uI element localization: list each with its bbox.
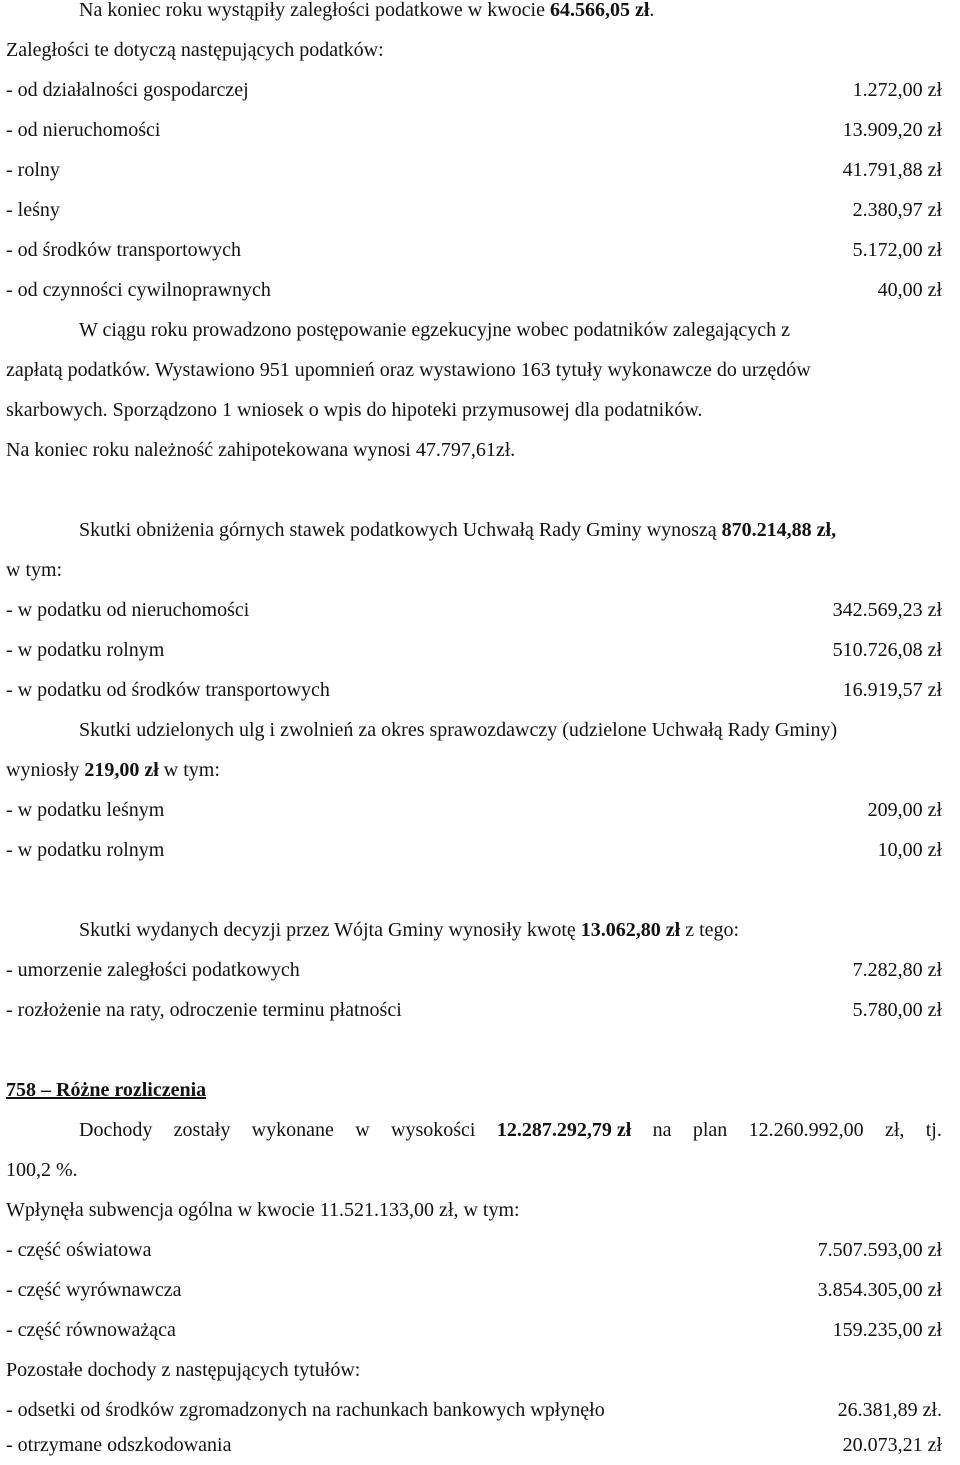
income-plan-amount: 12.260.992,00 [748, 1119, 864, 1141]
subsidy-intro: Wpłynęła subwencja ogólna w kwocie 11.521.133,00 zł, w tym: [6, 1199, 520, 1221]
item-label: - umorzenie zaległości podatkowych [6, 959, 300, 981]
item-amount: 5.172,00 zł [852, 239, 942, 261]
income-word: zł, [884, 1119, 905, 1141]
decisions-intro [6, 910, 942, 950]
list-item [6, 150, 942, 190]
item-label: - w podatku leśnym [6, 799, 165, 821]
rate-reduction-intro [6, 510, 942, 550]
item-amount: 26.381,89 zł. [837, 1399, 942, 1421]
w-tym-label: w tym: [6, 559, 63, 581]
arrears-total-amount: 64.566,05 zł [549, 0, 650, 21]
list-item [6, 790, 942, 830]
section-758-heading: 758 – Różne rozliczenia [6, 1079, 207, 1101]
list-item [6, 190, 942, 230]
item-label: - w podatku od środków transportowych [6, 679, 330, 701]
enforcement-paragraph-line: Na koniec roku należność zahipotekowana wynosi 47.797,61zł. [6, 439, 516, 461]
list-item [6, 270, 942, 310]
list-item [6, 1270, 942, 1310]
list-item [6, 70, 942, 110]
item-label: - od nieruchomości [6, 119, 161, 141]
item-amount: 13.909,20 zł [842, 119, 942, 141]
income-word: wykonane [251, 1119, 334, 1141]
item-amount: 342.569,23 zł [832, 599, 942, 621]
decisions-text: Skutki wydanych decyzji przez Wójta Gminy wynosiły kwotę [79, 919, 581, 941]
income-word: tj. [925, 1119, 942, 1141]
list-item [6, 1425, 942, 1465]
item-label: - w podatku rolnym [6, 839, 165, 861]
item-label: - od środków transportowych [6, 239, 241, 261]
rate-reduction-amount: 870.214,88 zł, [721, 519, 837, 541]
item-amount: 7.282,80 zł [852, 959, 942, 981]
item-amount: 510.726,08 zł [832, 639, 942, 661]
reliefs-total-text: wyniosły [6, 759, 85, 781]
arrears-intro-text: Na koniec roku wystąpiły zaległości podatkowe w kwocie [79, 0, 550, 21]
item-label: - część wyrównawcza [6, 1279, 182, 1301]
income-word: na [652, 1119, 672, 1141]
item-amount: 20.073,21 zł [842, 1434, 942, 1456]
arrears-sub-intro: Zaległości te dotyczą następujących podatków: [6, 39, 384, 61]
item-label: - część oświatowa [6, 1239, 152, 1261]
list-item [6, 110, 942, 150]
income-word: plan [692, 1119, 728, 1141]
item-label: - w podatku od nieruchomości [6, 599, 250, 621]
item-amount: 159.235,00 zł [832, 1319, 942, 1341]
list-item [6, 630, 942, 670]
item-amount: 209,00 zł [867, 799, 942, 821]
item-label: - od czynności cywilnoprawnych [6, 279, 271, 301]
income-amount: 12.287.292,79 zł [496, 1119, 632, 1141]
item-amount: 3.854.305,00 zł [817, 1279, 942, 1301]
income-word: zostały [173, 1119, 231, 1141]
item-label: - od działalności gospodarczej [6, 79, 249, 101]
item-amount: 10,00 zł [877, 839, 942, 861]
other-income-intro: Pozostałe dochody z następujących tytułów: [6, 1359, 361, 1381]
income-percent: 100,2 %. [6, 1159, 78, 1181]
income-word: Dochody [79, 1119, 153, 1141]
list-item [6, 230, 942, 270]
item-label: - leśny [6, 199, 60, 221]
reliefs-total-end: w tym: [158, 759, 220, 781]
item-label: - odsetki od środków zgromadzonych na rachunkach bankowych wpłynęło [6, 1399, 605, 1421]
list-item [6, 1230, 942, 1270]
list-item [6, 950, 942, 990]
item-label: - rolny [6, 159, 60, 181]
list-item [6, 1390, 942, 1430]
list-item [6, 670, 942, 710]
decisions-end: z tego: [680, 919, 740, 941]
item-amount: 1.272,00 zł [852, 79, 942, 101]
item-amount: 7.507.593,00 zł [817, 1239, 942, 1261]
item-label: - rozłożenie na raty, odroczenie terminu płatności [6, 999, 402, 1021]
enforcement-paragraph-line: W ciągu roku prowadzono postępowanie egzekucyjne wobec podatników zalegających z [79, 319, 791, 341]
item-amount: 5.780,00 zł [852, 999, 942, 1021]
item-label: - część równoważąca [6, 1319, 176, 1341]
item-amount: 40,00 zł [877, 279, 942, 301]
decisions-amount: 13.062,80 zł [580, 919, 681, 941]
list-item [6, 1310, 942, 1350]
item-amount: 41.791,88 zł [842, 159, 942, 181]
income-line [6, 1110, 942, 1150]
list-item [6, 990, 942, 1030]
reliefs-total-amount: 219,00 zł [84, 759, 159, 781]
enforcement-paragraph-line: zapłatą podatków. Wystawiono 951 upomnień oraz wystawiono 163 tytuły wykonawcze do urzędów [6, 359, 811, 381]
item-label: - w podatku rolnym [6, 639, 165, 661]
reliefs-intro: Skutki udzielonych ulg i zwolnień za okres sprawozdawczy (udzielone Uchwałą Rady Gminy) [79, 719, 838, 741]
reliefs-total [6, 750, 942, 790]
enforcement-paragraph-line: skarbowych. Sporządzono 1 wniosek o wpis do hipoteki przymusowej dla podatników. [6, 399, 703, 421]
arrears-intro-end: . [649, 0, 655, 21]
income-word: w [355, 1119, 370, 1141]
income-word: wysokości [391, 1119, 476, 1141]
list-item [6, 590, 942, 630]
section-heading [6, 1070, 942, 1110]
list-item [6, 830, 942, 870]
rate-reduction-text: Skutki obniżenia górnych stawek podatkowych Uchwałą Rady Gminy wynoszą [79, 519, 722, 541]
arrears-intro [6, 0, 942, 30]
item-amount: 16.919,57 zł [842, 679, 942, 701]
item-amount: 2.380,97 zł [852, 199, 942, 221]
item-label: - otrzymane odszkodowania [6, 1434, 232, 1456]
